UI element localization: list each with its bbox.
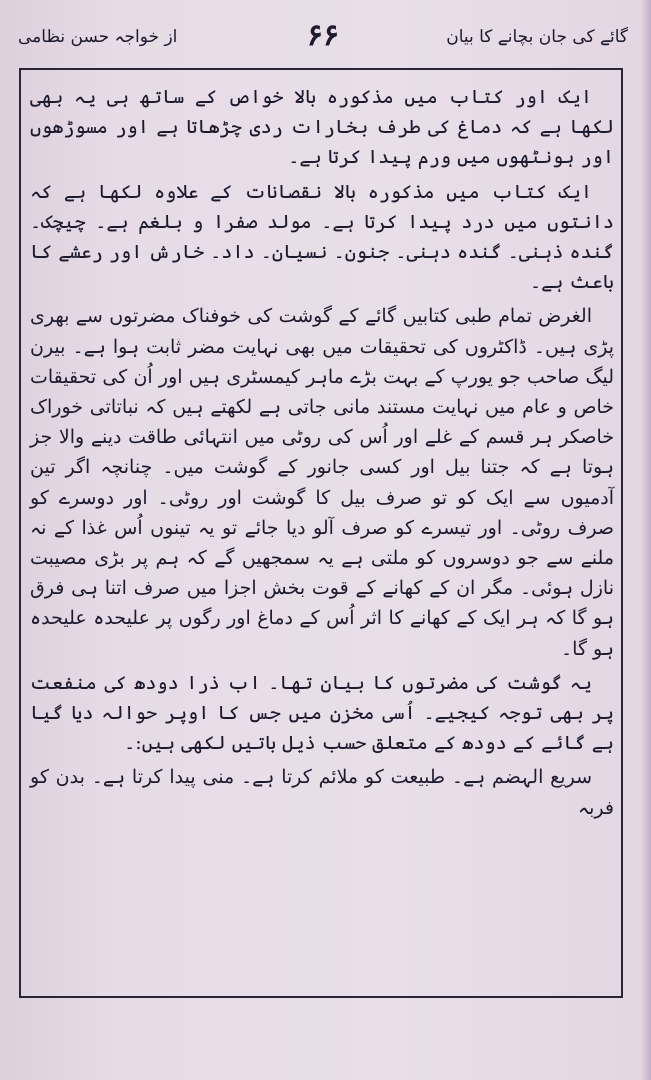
paragraph: ایک اور کتاب میں مذکورہ بالا خواص کے ساتھ ہی یہ بھی لکھا ہے کہ دماغ کی طرف بخارات ردی چڑھاتا ہے اور مسوڑھوں اور ہونٹھوں میں ورم پیدا کرتا ہے۔	[30, 86, 614, 169]
running-head	[18, 18, 628, 64]
body-text	[30, 82, 614, 827]
paragraph: ایک کتاب میں مذکورہ بالا نقصانات کے علاوہ لکھا ہے کہ دانتوں میں درد پیدا کرتا ہے۔ مولد صفرا و بلغم ہے۔ چیچک۔ گندہ ذہنی۔ گندہ دہنی۔ جنون۔ نسیان۔ داد۔ خارش اور رعشے کا باعث ہے۔	[30, 180, 614, 294]
page-number: ۶۶	[306, 18, 340, 53]
paragraph: سریع الہضم ہے۔ طبیعت کو ملائم کرتا ہے۔ منی پیدا کرتا ہے۔ بدن کو فربہ	[30, 766, 614, 819]
paragraph: الغرض تمام طبی کتابیں گائے کے گوشت کی خوفناک مضرتوں سے بھری پڑی ہیں۔ ڈاکٹروں کی تحقیقات میں بھی نہایت مضر ثابت ہوا ہے۔ بیرن لیگ صاحب جو یورپ کے بہت بڑے ماہر کیمسٹری ہیں اور اُن کی تحقیقات خاص و عام میں نہایت مستند مانی جاتی ہے لکھتے ہیں کہ نباتاتی خوراک خاصکر ہر قسم کے غلے اور اُس کی روٹی میں انتہائی طاقت دینے والا جز ہوتا ہے کہ جتنا بیل اور کسی جانور کے گوشت میں۔ چنانچہ اگر تین آدمیوں سے ایک کو تو صرف بیل کا گوشت اور روٹی۔ اور دوسرے کو صرف روٹی۔ اور تیسرے کو صرف آلو دیا جائے تو یہ تینوں اُس غذا کے نہ ملنے سے جو دوسروں کو ملتی ہے یہ سمجھیں گے کہ ہم پر بڑی مصیبت نازل ہوئی۔ مگر ان کے کھانے کے قوت بخش اجزا میں صرف اتنا ہی فرق ہو گا کہ ہر ایک کے کھانے کا اثر اُس کے دماغ اور رگوں پر علیحدہ علیحدہ ہو گا۔	[30, 305, 614, 660]
book-title: گائے کی جان بچانے کا بیان	[446, 27, 628, 47]
paragraph: یہ گوشت کی مضرتوں کا بیان تھا۔ اب ذرا دودھ کی منفعت پر بھی توجہ کیجیے۔ اُسی مخزن میں جس کا اوپر حوالہ دیا گیا ہے گائے کے دودھ کے متعلق حسب ذیل باتیں لکھی ہیں:۔	[30, 671, 614, 755]
page-edge-shadow	[641, 0, 651, 1080]
author-name: از خواجہ حسن نظامی	[18, 27, 178, 47]
